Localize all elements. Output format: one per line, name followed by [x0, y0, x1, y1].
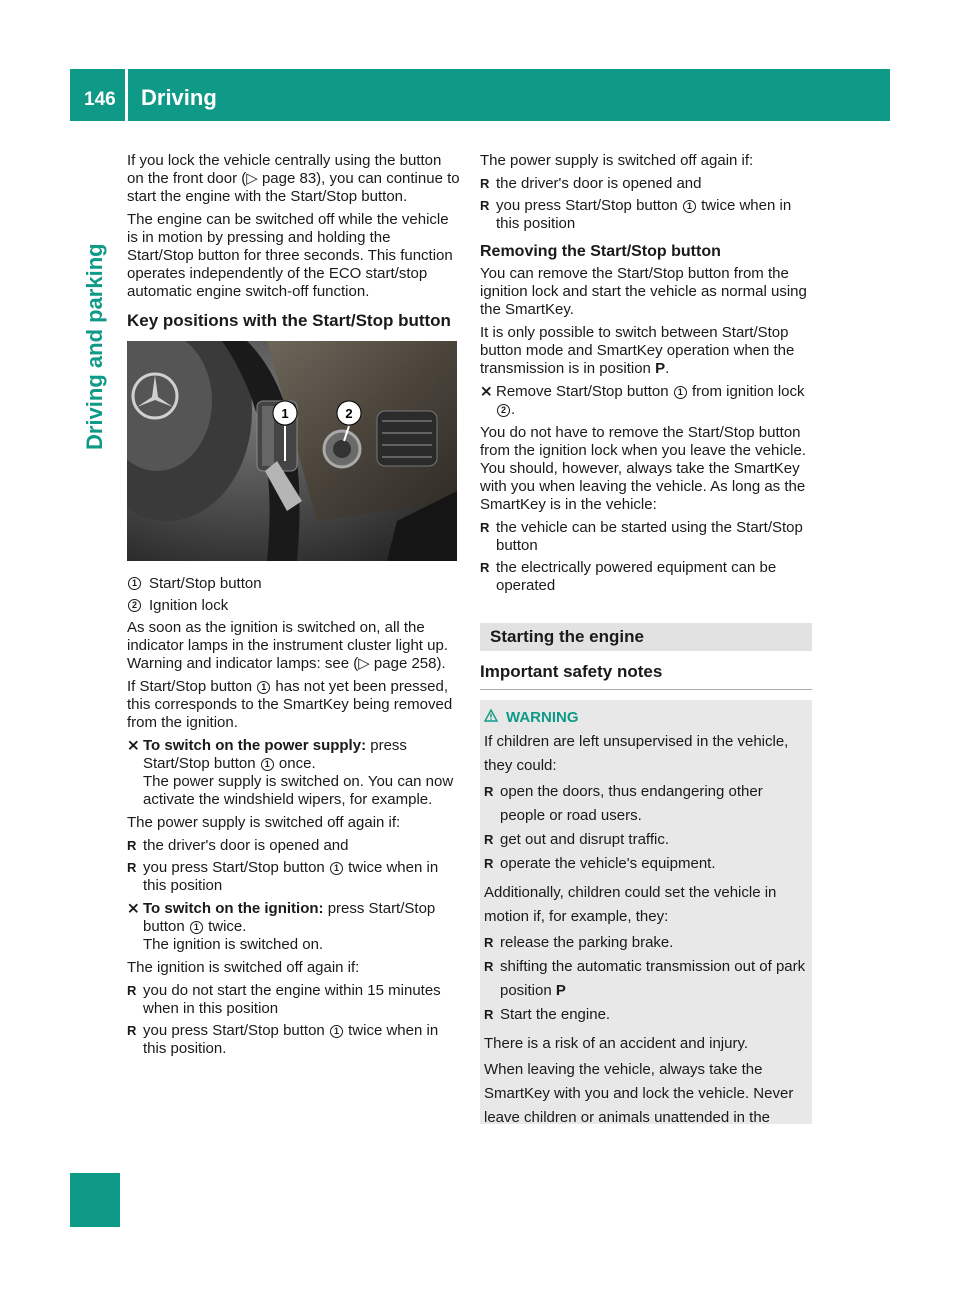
step-result: The ignition is switched on. — [143, 936, 324, 953]
text: once. — [278, 755, 316, 772]
text: Remove Start/Stop button — [496, 383, 669, 400]
text: get out and disrupt traffic. — [500, 831, 669, 848]
paragraph: If children are left unsupervised in the vehicle, they could: — [484, 733, 789, 774]
bullet-icon: R — [484, 959, 494, 974]
section-heading: Removing the Start/Stop button — [480, 243, 721, 260]
bullet-list — [484, 780, 806, 876]
callout-1-icon: 1 — [190, 921, 203, 934]
bullet-icon: R — [480, 520, 490, 535]
text: press Start/Stop button — [143, 900, 436, 935]
list-item — [484, 931, 806, 955]
list-item — [484, 955, 806, 1003]
paragraph: You do not have to remove the Start/Stop button from the ignition lock when you leave the vehicle. You should, however, always take the SmartKey with you when leaving the vehicle. As long as the SmartKey is in the vehicle: — [480, 424, 807, 513]
section-title-bar: Starting the engine — [480, 623, 812, 651]
paragraph: There is a risk of an accident and injury. — [484, 1035, 749, 1052]
legend-text: Ignition lock — [149, 597, 229, 614]
bullet-list — [484, 931, 806, 1027]
bullet-icon: R — [480, 560, 490, 575]
warning-box — [480, 700, 812, 1124]
text: you do not start the engine within 15 minutes when in this position — [143, 982, 441, 1017]
text: operate the vehicle's equipment. — [500, 855, 716, 872]
list-item — [480, 175, 812, 193]
text: twice. — [208, 918, 247, 935]
bullet-icon: R — [484, 935, 494, 950]
list-item — [127, 837, 461, 855]
paragraph: The power supply is switched off again if: — [480, 152, 754, 169]
bullet-icon: R — [480, 176, 490, 191]
bullet-icon: R — [127, 860, 137, 875]
callout-1-icon: 1 — [330, 862, 343, 875]
paragraph — [127, 678, 461, 732]
text: twice when in this position. — [143, 1022, 439, 1057]
sidebar-label-text: Driving and parking — [82, 243, 107, 450]
list-item — [484, 828, 806, 852]
text: twice when in this position — [143, 859, 439, 894]
callout-1-icon: 1 — [683, 200, 696, 213]
legend-item — [127, 597, 461, 615]
bullet-list — [480, 175, 812, 233]
warning-title: WARNING — [506, 709, 579, 726]
paragraph: You can remove the Start/Stop button from the ignition lock and start the vehicle as normal using the SmartKey. — [480, 265, 807, 318]
instruction-step — [127, 900, 461, 954]
bullet-icon: R — [127, 1023, 137, 1038]
text: Start the engine. — [500, 1006, 611, 1023]
callout-2-icon: 2 — [497, 404, 510, 417]
step-result: The power supply is switched on. You can now activate the windshield wipers, for example. — [143, 773, 454, 808]
paragraph: It is only possible to switch between Start/Stop button mode and SmartKey operation when the transmission is in position P. — [480, 324, 795, 377]
callout-1-icon: 1 — [261, 758, 274, 771]
list-item — [480, 519, 812, 555]
callout-1-icon: 1 — [257, 681, 270, 694]
text: press Start/Stop button — [143, 737, 407, 772]
text: release the parking brake. — [500, 934, 674, 951]
list-item — [480, 559, 812, 595]
arrow-icon: ⨯ — [127, 737, 140, 754]
step-label: To switch on the power supply: — [143, 737, 367, 754]
instruction-step: ⨯ Remove Start/Stop button 1 from ignition lock 2 . — [480, 383, 805, 418]
gear-position: P — [655, 360, 666, 377]
gear-position: P — [555, 982, 566, 999]
header-separator — [125, 69, 128, 121]
warning-header — [484, 706, 806, 730]
legend-item — [127, 575, 461, 593]
arrow-icon: ⨯ — [480, 383, 493, 400]
chapter-title: Driving — [141, 85, 217, 110]
bullet-list — [127, 837, 461, 895]
bullet-icon: R — [484, 832, 494, 847]
bullet-list — [127, 982, 461, 1058]
section-heading: Key positions with the Start/Stop button — [127, 311, 451, 330]
text: you press Start/Stop button — [143, 1022, 325, 1039]
text: the electrically powered equipment can be operated — [496, 559, 777, 594]
legend-text: Start/Stop button — [149, 575, 262, 592]
callout-1-icon: 1 — [674, 386, 687, 399]
callout-1-icon: 1 — [330, 1025, 343, 1038]
paragraph: Additionally, children could set the vehicle in motion if, for example, they: — [484, 884, 777, 925]
left-column — [127, 152, 461, 1063]
photo-illustration — [127, 341, 457, 561]
text: has not yet been pressed, this corresponds to the SmartKey being removed from the ignition. — [127, 678, 453, 731]
svg-text:2: 2 — [345, 406, 353, 421]
svg-text:1: 1 — [281, 406, 289, 421]
text: shifting the automatic transmission out of park position — [500, 958, 806, 999]
subsection-heading: Important safety notes — [480, 663, 812, 690]
bullet-icon: R — [480, 198, 490, 213]
paragraph: As soon as the ignition is switched on, all the indicator lamps in the instrument cluster light up. Warning and indicator lamps: see (▷ page 258). — [127, 619, 448, 672]
text: open the doors, thus endangering other people or road users. — [500, 783, 763, 824]
step-label: To switch on the ignition: — [143, 900, 324, 917]
instruction-step — [127, 737, 461, 809]
list-item — [127, 1022, 461, 1058]
bullet-list — [480, 519, 812, 595]
bullet-icon: R — [484, 1007, 494, 1022]
paragraph: The power supply is switched off again if: — [127, 814, 401, 831]
text: It is only possible to switch between Start/Stop button mode and SmartKey operation when the transmission is in position — [480, 324, 795, 377]
paragraph: When leaving the vehicle, always take the SmartKey with you and lock the vehicle. Never leave children or animals unattended in the — [484, 1061, 794, 1126]
paragraph: The engine can be switched off while the vehicle is in motion by pressing and holding the Start/Stop button for three seconds. This function operates independently of the ECO start/stop automatic engine switch-off function. — [127, 211, 453, 300]
warning-triangle-icon — [484, 706, 506, 730]
bullet-icon: R — [127, 838, 137, 853]
callout-1-icon: 1 — [128, 577, 141, 590]
text: you press Start/Stop button — [496, 197, 678, 214]
text: twice when in this position — [496, 197, 792, 232]
bullet-icon: R — [484, 856, 494, 871]
text: the driver's door is opened and — [143, 837, 349, 854]
text: the vehicle can be started using the Start/Stop button — [496, 519, 803, 554]
page-header — [70, 69, 890, 121]
list-item — [480, 197, 812, 233]
list-item — [127, 859, 461, 895]
list-item — [484, 852, 806, 876]
text: If Start/Stop button — [127, 678, 253, 695]
bullet-icon: R — [484, 784, 494, 799]
sidebar-marker — [70, 1173, 120, 1227]
arrow-icon: ⨯ — [127, 900, 140, 917]
list-item — [484, 780, 806, 828]
bullet-icon: R — [127, 983, 137, 998]
text: from ignition lock — [691, 383, 805, 400]
callout-2-icon: 2 — [128, 599, 141, 612]
list-item — [127, 982, 461, 1018]
right-column — [480, 152, 812, 1124]
text: you press Start/Stop button — [143, 859, 325, 876]
list-item — [484, 1003, 806, 1027]
paragraph: If you lock the vehicle centrally using the button on the front door (▷ page 83), you can continue to start the engine with the Start/Stop button. — [127, 152, 460, 205]
text: the driver's door is opened and — [496, 175, 702, 192]
steering-wheel-photo — [127, 341, 457, 561]
page-number: 146 — [84, 89, 116, 110]
paragraph: The ignition is switched off again if: — [127, 959, 360, 976]
